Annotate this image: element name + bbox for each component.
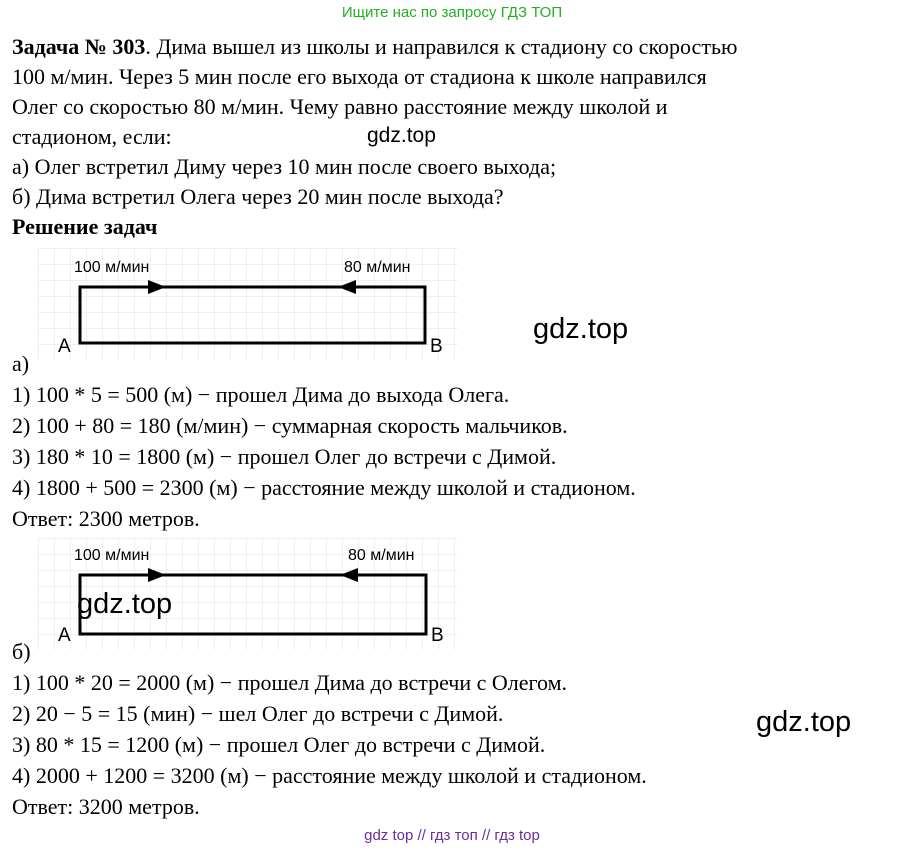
task-line-2: 100 м/мин. Через 5 мин после его выхода от стадиона к школе направился (12, 64, 707, 89)
point-b: B (430, 336, 443, 357)
part-b-step-4: 4) 2000 + 1200 = 3200 (м) − расстояние между школой и стадионом. (12, 763, 647, 788)
point-a: A (58, 336, 71, 357)
part-a-step-4: 4) 1800 + 500 = 2300 (м) − расстояние между школой и стадионом. (12, 475, 636, 500)
task-line-5: а) Олег встретил Диму через 10 мин после своего выхода; (12, 154, 557, 179)
point-a: A (58, 625, 71, 646)
watermark: gdz.top (756, 706, 852, 738)
watermark: gdz.top (533, 313, 629, 345)
task-text-1: . Дима вышел из школы и направился к стадиону со скоростью (145, 34, 738, 59)
part-a-label: а) (12, 351, 30, 376)
speed-label-left: 100 м/мин (74, 547, 150, 564)
point-b: B (431, 625, 444, 646)
search-hint-banner: Ищите нас по запросу ГДЗ ТОП (341, 4, 563, 21)
part-b-step-1: 1) 100 * 20 = 2000 (м) − прошел Дима до встречи с Олегом. (12, 670, 568, 695)
part-b-answer: Ответ: 3200 метров. (12, 794, 200, 819)
footer-links[interactable]: gdz top // гдз топ // гдз top (364, 827, 540, 844)
diagram-a (38, 248, 458, 360)
task-line-6: б) Дима встретил Олега через 20 мин после выхода? (12, 184, 504, 209)
part-b-step-2: 2) 20 − 5 = 15 (мин) − шел Олег до встречи с Димой. (12, 701, 504, 726)
watermark: gdz.top (367, 124, 436, 147)
part-b-step-3: 3) 80 * 15 = 1200 (м) − прошел Олег до встречи с Димой. (12, 732, 546, 757)
part-a-answer: Ответ: 2300 метров. (12, 506, 200, 531)
task-line-4: стадионом, если: (12, 124, 172, 149)
speed-label-right: 80 м/мин (348, 547, 415, 564)
solution-heading: Решение задач (12, 214, 158, 239)
task-title: Задача № 303 (12, 34, 146, 59)
speed-label-right: 80 м/мин (344, 259, 411, 276)
part-a-step-2: 2) 100 + 80 = 180 (м/мин) − суммарная скорость мальчиков. (12, 413, 568, 438)
part-b-label: б) (12, 639, 31, 664)
watermark: gdz.top (77, 588, 173, 620)
speed-label-left: 100 м/мин (74, 259, 150, 276)
task-line-1 (12, 33, 737, 61)
part-a-step-3: 3) 180 * 10 = 1800 (м) − прошел Олег до встречи с Димой. (12, 444, 557, 469)
task-line-3: Олег со скоростью 80 м/мин. Чему равно расстояние между школой и (12, 94, 668, 119)
part-a-step-1: 1) 100 * 5 = 500 (м) − прошел Дима до выхода Олега. (12, 382, 510, 407)
